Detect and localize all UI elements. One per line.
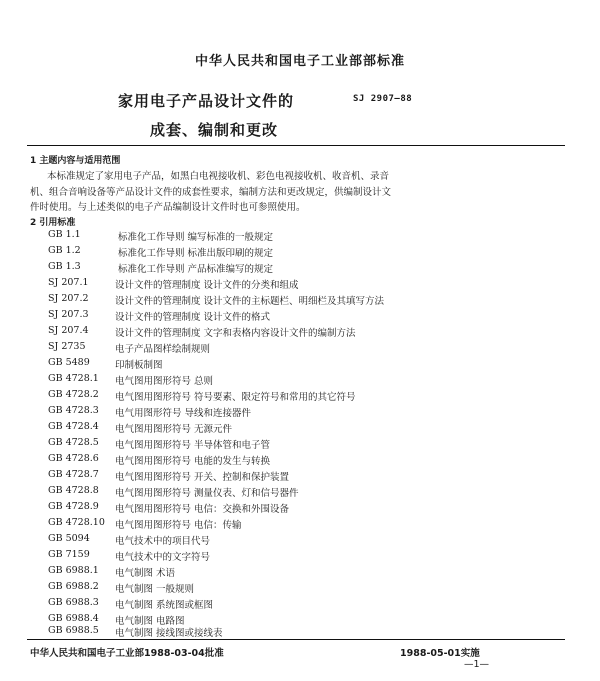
reference-title: 设计文件的管理制度 设计文件的格式 bbox=[115, 312, 271, 323]
reference-code: SJ 207.1 bbox=[48, 277, 89, 288]
reference-code: GB 4728.7 bbox=[48, 469, 99, 480]
reference-title: 电气图用图形符号 总则 bbox=[115, 376, 214, 387]
reference-code: GB 4728.5 bbox=[48, 437, 99, 448]
reference-title: 电气制图 系统图或框图 bbox=[115, 600, 214, 611]
document-title-line-2: 成套、编制和更改 bbox=[150, 121, 279, 139]
reference-code: GB 6988.3 bbox=[48, 597, 99, 608]
reference-title: 设计文件的管理制度 文字和表格内容设计文件的编制方法 bbox=[115, 328, 356, 339]
reference-code: GB 7159 bbox=[48, 549, 90, 560]
reference-code: SJ 2735 bbox=[48, 341, 86, 352]
reference-code: GB 4728.10 bbox=[48, 517, 105, 528]
reference-code: GB 6988.2 bbox=[48, 581, 99, 592]
reference-title: 电气图用图形符号 测量仪表、灯和信号器件 bbox=[115, 488, 299, 499]
reference-code: GB 1.3 bbox=[48, 261, 81, 272]
reference-title: 电气图用图形符号 电信：传输 bbox=[115, 520, 242, 531]
reference-title: 电气图用图形符号 半导体管和电子管 bbox=[115, 440, 271, 451]
reference-code: SJ 207.3 bbox=[48, 309, 89, 320]
section-1-paragraph-line: 机、组合音响设备等产品设计文件的成套性要求，编制方法和更改规定，供编制设计文 bbox=[30, 187, 392, 198]
document-title-line-1: 家用电子产品设计文件的 bbox=[118, 92, 295, 110]
reference-code: GB 1.1 bbox=[48, 229, 81, 240]
top-divider bbox=[27, 145, 565, 146]
reference-title: 电子产品图样绘制规则 bbox=[115, 344, 211, 355]
reference-code: GB 4728.4 bbox=[48, 421, 99, 432]
section-2-heading: 2 引用标准 bbox=[30, 218, 76, 228]
reference-code: GB 4728.3 bbox=[48, 405, 99, 416]
reference-title: 电气图用图形符号 电信：交换和外围设备 bbox=[115, 504, 290, 515]
reference-title: 电气用图形符号 导线和连接器件 bbox=[115, 408, 252, 419]
reference-title: 电气技术中的项目代号 bbox=[115, 536, 211, 547]
reference-title: 标准化工作导则 产品标准编写的规定 bbox=[118, 264, 274, 275]
reference-title: 电气图用图形符号 电能的发生与转换 bbox=[115, 456, 271, 467]
reference-code: GB 1.2 bbox=[48, 245, 81, 256]
reference-title: 设计文件的管理制度 设计文件的主标题栏、明细栏及其填写方法 bbox=[115, 296, 385, 307]
reference-code: GB 6988.4 bbox=[48, 613, 99, 624]
reference-title: 电气制图 术语 bbox=[115, 568, 176, 579]
reference-code: SJ 207.2 bbox=[48, 293, 89, 304]
reference-code: GB 5489 bbox=[48, 357, 90, 368]
reference-code: GB 4728.1 bbox=[48, 373, 99, 384]
reference-code: GB 5094 bbox=[48, 533, 90, 544]
reference-code: SJ 207.4 bbox=[48, 325, 89, 336]
section-1-paragraph-line: 本标准规定了家用电子产品，如黑白电视接收机、彩色电视接收机、收音机、录音 bbox=[47, 171, 390, 182]
reference-code: GB 6988.1 bbox=[48, 565, 99, 576]
section-1-paragraph-line: 件时使用。与上述类似的电子产品编制设计文件时也可参照使用。 bbox=[30, 202, 306, 213]
reference-code: GB 4728.2 bbox=[48, 389, 99, 400]
reference-title: 印制板制图 bbox=[115, 360, 163, 371]
section-1-heading: 1 主题内容与适用范围 bbox=[30, 156, 121, 166]
ministry-standard-heading: 中华人民共和国电子工业部部标准 bbox=[194, 54, 405, 69]
implementation-date: 1988-05-01实施 bbox=[400, 648, 480, 659]
reference-title: 标准化工作导则 编写标准的一般规定 bbox=[118, 232, 274, 243]
reference-title: 电气制图 电路图 bbox=[115, 616, 185, 627]
reference-title: 电气制图 接线图或接线表 bbox=[115, 628, 223, 639]
reference-title: 电气技术中的文字符号 bbox=[115, 552, 211, 563]
reference-title: 电气图用图形符号 符号要素、限定符号和常用的其它符号 bbox=[115, 392, 356, 403]
reference-title: 电气图用图形符号 开关、控制和保护装置 bbox=[115, 472, 290, 483]
page-number: —1— bbox=[464, 659, 490, 670]
bottom-divider bbox=[27, 639, 565, 640]
standard-code: SJ 2907—88 bbox=[353, 94, 413, 104]
approval-statement: 中华人民共和国电子工业部1988-03-04批准 bbox=[30, 648, 224, 659]
reference-code: GB 6988.5 bbox=[48, 625, 99, 636]
reference-title: 标准化工作导则 标准出版印刷的规定 bbox=[118, 248, 274, 259]
reference-title: 电气制图 一般规则 bbox=[115, 584, 195, 595]
reference-title: 电气图用图形符号 无源元件 bbox=[115, 424, 233, 435]
reference-code: GB 4728.6 bbox=[48, 453, 99, 464]
reference-code: GB 4728.8 bbox=[48, 485, 99, 496]
reference-title: 设计文件的管理制度 设计文件的分类和组成 bbox=[115, 280, 299, 291]
reference-code: GB 4728.9 bbox=[48, 501, 99, 512]
